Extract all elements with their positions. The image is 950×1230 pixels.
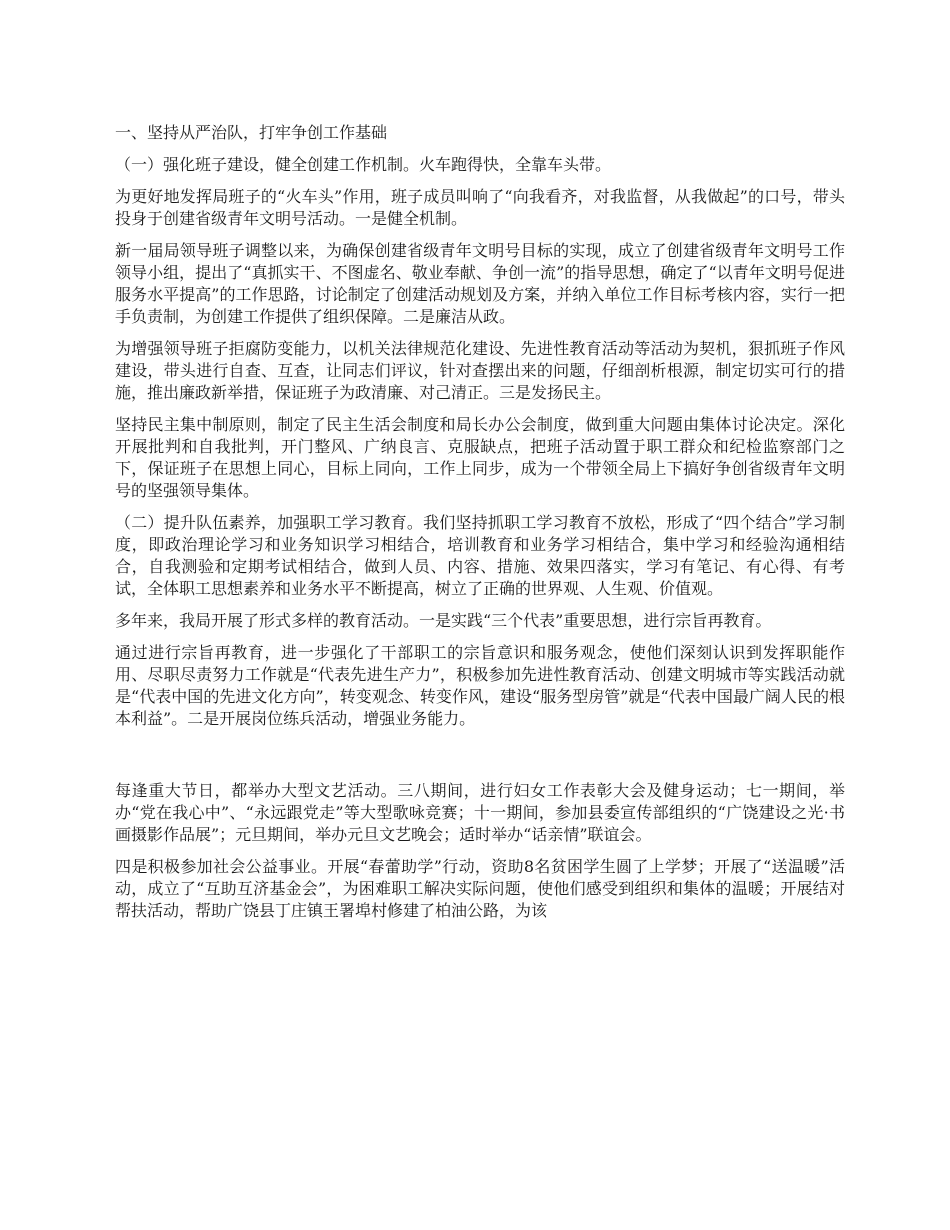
paragraph: 四是积极参加社会公益事业。开展“春蕾助学”行动，资助8名贫困学生圆了上学梦；开展了“送温暖”活动，成立了“互助互济基金会”，为困难职工解决实际问题，使他们感受到组织和集体的温暖；开展结对帮扶活动，帮助广饶县丁庄镇王署埠村修建了柏油公路，为该	[115, 857, 845, 920]
subsection-heading-2: （二）提升队伍素养，加强职工学习教育。我们坚持抓职工学习教育不放松，形成了“四个结合”学习制度，即政治理论学习和业务知识学习相结合，培训教育和业务学习相结合，集中学习和经验沟通相结合，自我测验和定期考试相结合，做到人员、内容、措施、效果四落实，学习有笔记、有心得、有考试，全体职工思想素养和业务水平不断提高，树立了正确的世界观、人生观、价值观。	[115, 513, 845, 598]
paragraph: 新一届局领导班子调整以来，为确保创建省级青年文明号目标的实现，成立了创建省级青年文明号工作领导小组，提出了“真抓实干、不图虚名、敬业奉献、争创一流”的指导思想，确定了“以青年文明号促进服务水平提高”的工作思路，讨论制定了创建活动规划及方案，并纳入单位工作目标考核内容，实行一把手负责制，为创建工作提供了组织保障。二是廉洁从政。	[115, 241, 845, 326]
paragraph: 为增强领导班子拒腐防变能力，以机关法律规范化建设、先进性教育活动等活动为契机，狠抓班子作风建设，带头进行自查、互查，让同志们评议，针对查摆出来的问题，仔细剖析根源，制定切实可行的措施，推出廉政新举措，保证班子为政清廉、对己清正。三是发扬民主。	[115, 339, 845, 402]
paragraph: 为更好地发挥局班子的“火车头”作用，班子成员叫响了“向我看齐，对我监督，从我做起”的口号，带头投身于创建省级青年文明号活动。一是健全机制。	[115, 187, 845, 228]
paragraph: 坚持民主集中制原则，制定了民主生活会制度和局长办公会制度，做到重大问题由集体讨论决定。深化开展批判和自我批判，开门整风、广纳良言、克服缺点，把班子活动置于职工群众和纪检监察部门之下，保证班子在思想上同心，目标上同向，工作上同步，成为一个带领全局上下搞好争创省级青年文明号的坚强领导集体。	[115, 415, 845, 500]
paragraph: 多年来，我局开展了形式多样的教育活动。一是实践“三个代表”重要思想，进行宗旨再教育。	[115, 611, 772, 630]
paragraph: 每逢重大节日，都举办大型文艺活动。三八期间，进行妇女工作表彰大会及健身运动；七一期间，举办“党在我心中”、“永远跟党走”等大型歌咏竞赛；十一期间，参加县委宣传部组织的“广饶建设之光·书画摄影作品展”；元旦期间，举办元旦文艺晚会；适时举办“话亲情”联谊会。	[115, 781, 845, 844]
section-heading: 一、坚持从严治队，打牢争创工作基础	[115, 123, 388, 142]
document-body	[115, 122, 845, 932]
blank-gap	[115, 740, 845, 780]
paragraph: 通过进行宗旨再教育，进一步强化了干部职工的宗旨意识和服务观念，使他们深刻认识到发挥职能作用、尽职尽责努力工作就是“代表先进生产力”，积极参加先进性教育活动、创建文明城市等实践活动就是“代表中国的先进文化方向”，转变观念、转变作风，建设“服务型房管”就是“代表中国最广阔人民的根本利益”。二是开展岗位练兵活动，增强业务能力。	[115, 643, 845, 728]
subsection-heading-1: （一）强化班子建设，健全创建工作机制。火车跑得快，全靠车头带。	[115, 155, 612, 174]
